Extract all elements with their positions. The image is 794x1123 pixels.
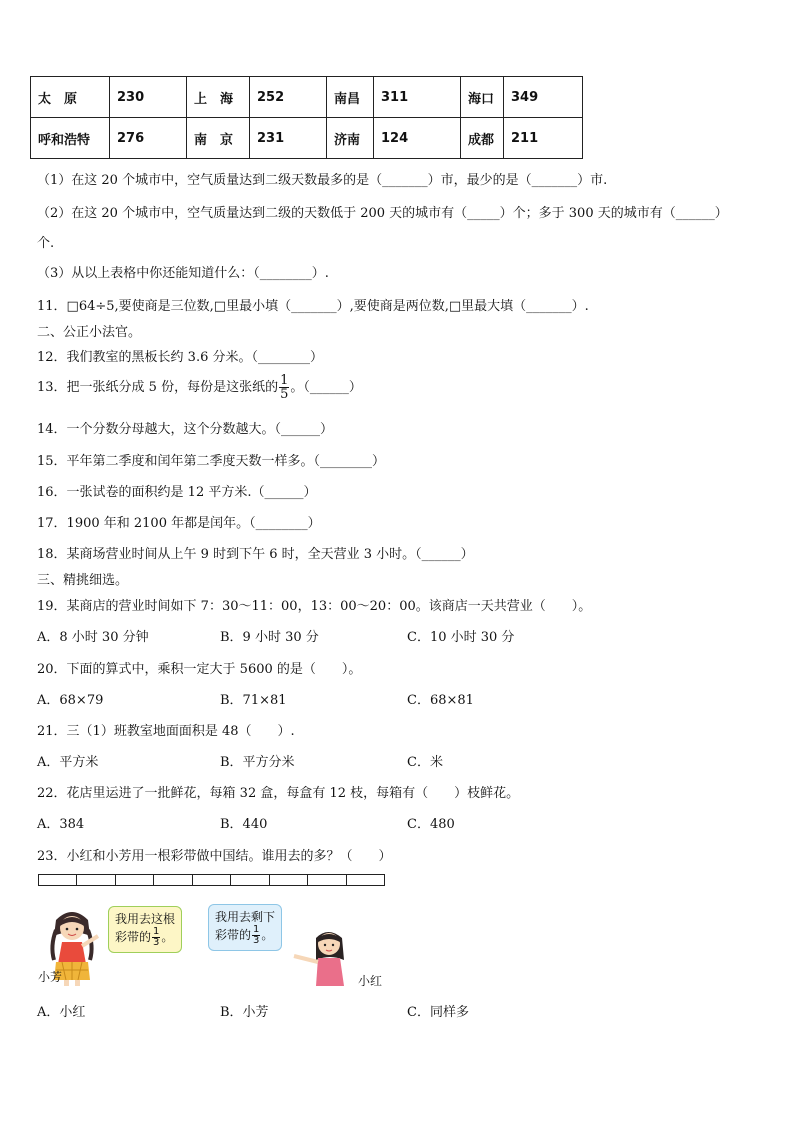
city-cell: 南昌 [327, 77, 374, 118]
city-cell: 太 原 [31, 77, 110, 118]
speech-bubble-xiaofang: 我用去这根 彩带的 $\frac{1}{3}$ 。 [108, 906, 182, 953]
question-19: 19．某商店的营业时间如下 7：30～11：00，13：00～20：00。该商店一天共营业（ ）。 [37, 599, 592, 614]
option-b: B．71×81 [220, 693, 287, 708]
option-b: B．9 小时 30 分 [220, 630, 319, 645]
city-air-quality-table [30, 76, 583, 159]
question-14: 14．一个分数分母越大，这个分数越大。（______） [37, 422, 334, 437]
question-12: 12．我们教室的黑板长约 3.6 分米。（________） [37, 350, 323, 365]
name-label-xiaofang: 小芳 [38, 970, 63, 984]
days-cell: 231 [250, 118, 327, 159]
days-cell: 124 [374, 118, 461, 159]
question-13 [37, 374, 362, 401]
option-b: B．小芳 [220, 1005, 269, 1020]
city-cell: 成都 [461, 118, 504, 159]
days-cell: 311 [374, 77, 461, 118]
city-cell: 济南 [327, 118, 374, 159]
section-2-heading: 二、公正小法官。 [37, 325, 142, 340]
city-cell: 海口 [461, 77, 504, 118]
question-3: （3）从以上表格中你还能知道什么：（________）. [37, 266, 329, 281]
question-16: 16．一张试卷的面积约是 12 平方米.（______） [37, 485, 317, 500]
option-c: C．米 [407, 755, 443, 770]
question-17: 17．1900 年和 2100 年都是闰年。（________） [37, 516, 321, 531]
option-c: C．480 [407, 817, 455, 832]
option-c: C．10 小时 30 分 [407, 630, 515, 645]
fraction: $\frac{1}{5}$ [280, 373, 289, 402]
option-a: A．小红 [37, 1005, 86, 1020]
option-b: B．平方分米 [220, 755, 295, 770]
option-a: A．384 [37, 817, 85, 832]
days-cell: 276 [110, 118, 187, 159]
question-2-continued: 个. [37, 236, 55, 251]
days-cell: 211 [504, 118, 583, 159]
option-a: A．平方米 [37, 755, 99, 770]
option-c: C．68×81 [407, 693, 474, 708]
question-13-blank: 。（______） [290, 380, 362, 395]
speech-bubble-xiaohong: 我用去剩下 彩带的 $\frac{1}{3}$ 。 [208, 904, 282, 951]
option-c: C．同样多 [407, 1005, 469, 1020]
table-row [31, 118, 583, 159]
question-13-stem: 13．把一张纸分成 5 份，每份是这张纸的 [37, 380, 279, 395]
table-row [31, 77, 583, 118]
question-11: 11．□64÷5,要使商是三位数,□里最小填（_______）,要使商是两位数,□里最大填（_______）. [37, 299, 589, 314]
city-cell: 南 京 [187, 118, 250, 159]
section-3-heading: 三、精挑细选。 [37, 573, 129, 588]
option-b: B．440 [220, 817, 268, 832]
days-cell: 230 [110, 77, 187, 118]
question-21: 21．三（1）班教室地面面积是 48（ ）. [37, 724, 295, 739]
option-a: A．68×79 [37, 693, 104, 708]
name-label-xiaohong: 小红 [358, 974, 383, 988]
days-cell: 349 [504, 77, 583, 118]
days-cell: 252 [250, 77, 327, 118]
girl-xiaohong-illustration [286, 926, 356, 988]
question-22: 22．花店里运进了一批鲜花，每箱 32 盒，每盒有 12 枝，每箱有（ ）枝鲜花。 [37, 786, 520, 801]
question-2: （2）在这 20 个城市中，空气质量达到二级的天数低于 200 天的城市有（_____）个；多于 300 天的城市有（______） [37, 206, 728, 221]
question-20: 20．下面的算式中，乘积一定大于 5600 的是（ ）。 [37, 662, 362, 677]
option-a: A．8 小时 30 分钟 [37, 630, 149, 645]
ribbon-diagram [38, 874, 385, 886]
question-15: 15．平年第二季度和闰年第二季度天数一样多。（________） [37, 454, 386, 469]
question-23: 23．小红和小芳用一根彩带做中国结。谁用去的多？（ ） [37, 849, 392, 864]
city-cell: 上 海 [187, 77, 250, 118]
question-1: （1）在这 20 个城市中，空气质量达到二级天数最多的是（_______）市，最少的是（_______）市. [37, 173, 608, 188]
question-18: 18．某商场营业时间从上午 9 时到下午 6 时，全天营业 3 小时。（______） [37, 547, 474, 562]
city-cell: 呼和浩特 [31, 118, 110, 159]
